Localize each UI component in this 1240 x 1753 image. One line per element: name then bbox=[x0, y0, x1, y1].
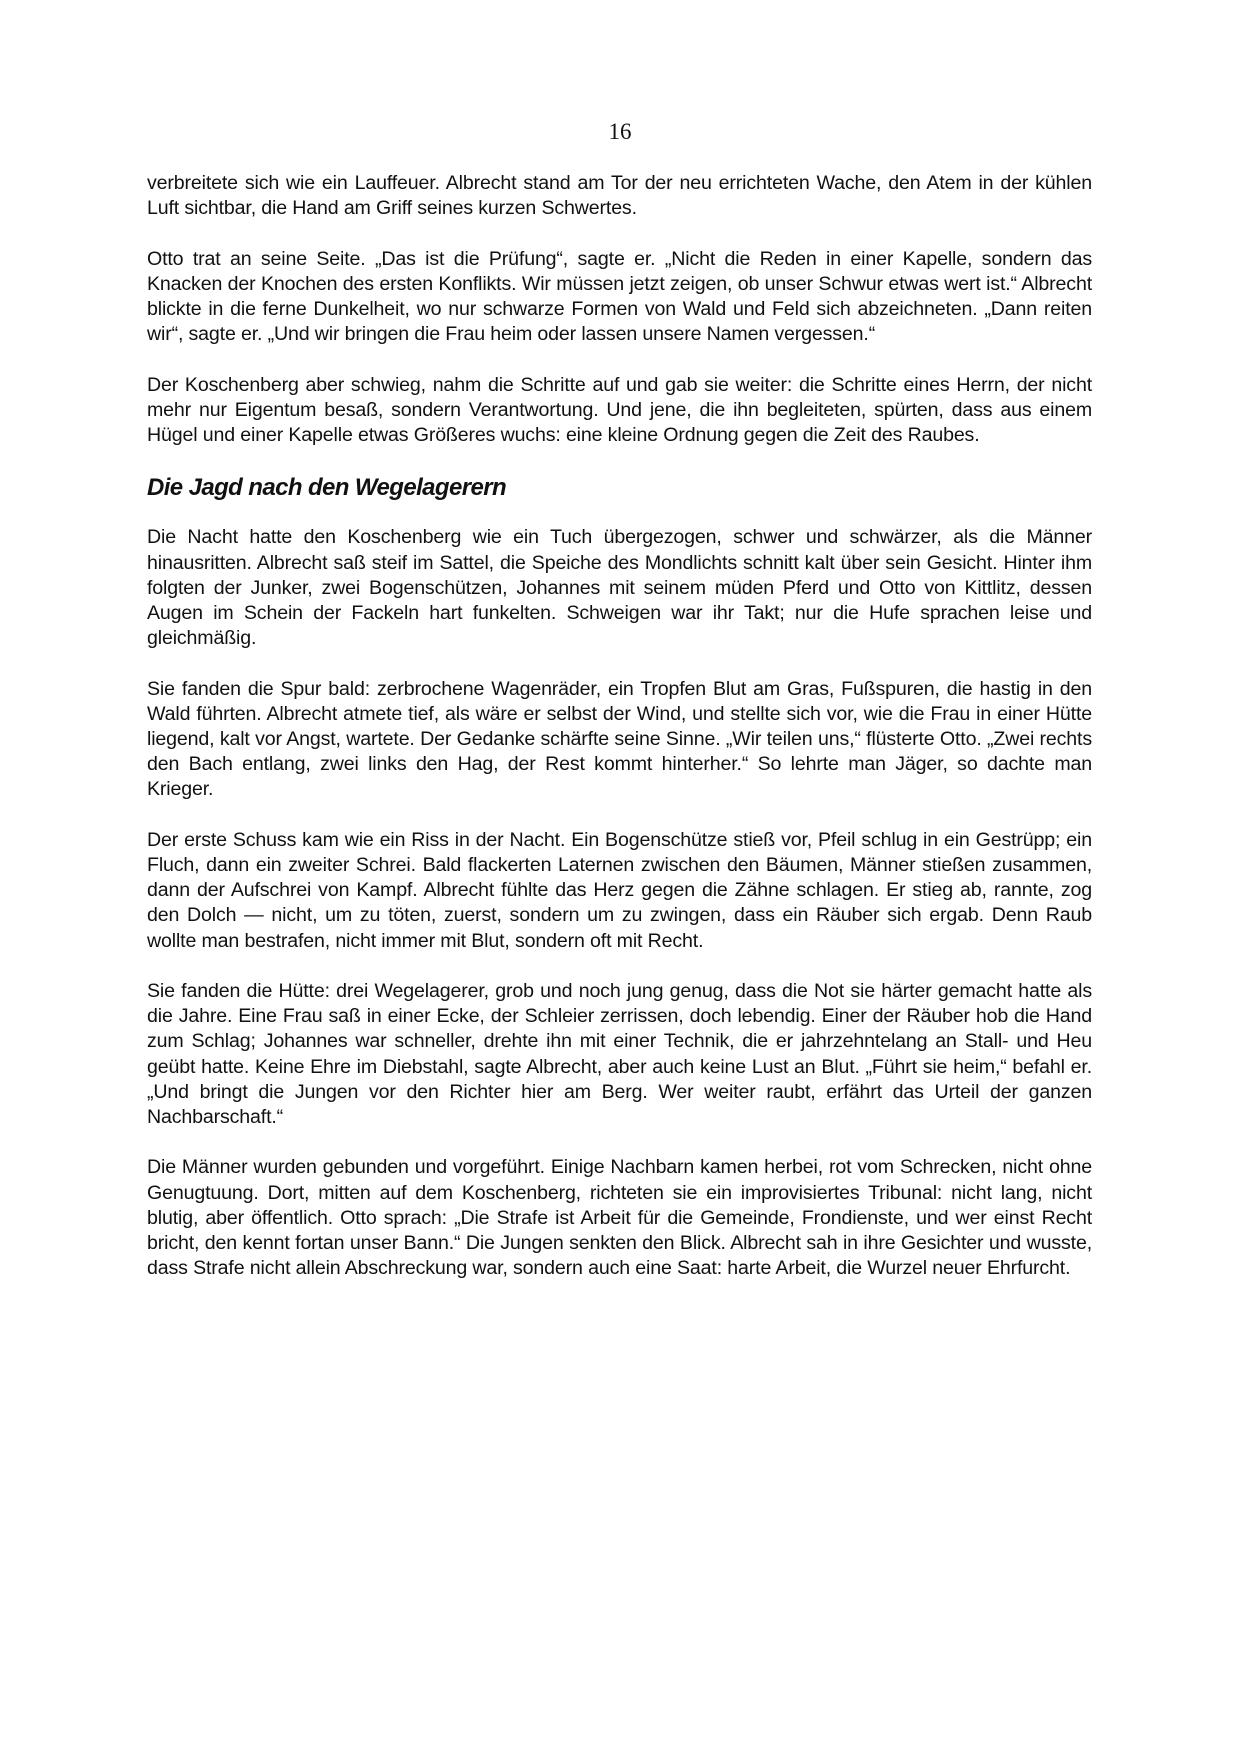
paragraph-otto-pruefung: Otto trat an seine Seite. „Das ist die Prüfung“, sagte er. „Nicht die Reden in einer Kapelle, sondern das Knacken der Knochen des ersten Konflikts. Wir müssen jetzt zeigen, ob unser Schwur etwas wert ist.“ Albrecht blickte in die ferne Dunkelheit, wo nur schwarze Formen von Wald und Feld sich abzeichneten. „Dann reiten wir“, sagte er. „Und wir bringen die Frau heim oder lassen unsere Namen vergessen.“ bbox=[147, 247, 1092, 346]
paragraph-continuation: verbreitete sich wie ein Lauffeuer. Albrecht stand am Tor der neu errichteten Wache, den Atem in der kühlen Luft sichtbar, die Hand am Griff seines kurzen Schwertes. bbox=[147, 172, 1092, 220]
page-body bbox=[147, 171, 1092, 1307]
paragraph-spur: Sie fanden die Spur bald: zerbrochene Wagenräder, ein Tropfen Blut am Gras, Fußspuren, die hastig in den Wald führten. Albrecht atmete tief, als wäre er selbst der Wind, und stellte sich vor, wie die Frau in einer Hütte liegend, kalt vor Angst, wartete. Der Gedanke schärfte seine Sinne. „Wir teilen uns,“ flüsterte Otto. „Zwei rechts den Bach entlang, zwei links den Hag, der Rest kommt hinterher.“ So lehrte man Jäger, so dachte man Krieger. bbox=[147, 677, 1092, 801]
section-heading: Die Jagd nach den Wegelagerern bbox=[147, 474, 507, 502]
paragraph-erster-schuss: Der erste Schuss kam wie ein Riss in der Nacht. Ein Bogenschütze stieß vor, Pfeil schlug in ein Gestrüpp; ein Fluch, dann ein zweiter Schrei. Bald flackerten Laternen zwischen den Bäumen, Männer stießen zusammen, dann der Aufschrei von Kampf. Albrecht fühlte das Herz gegen die Zähne schlagen. Er stieg ab, rannte, zog den Dolch — nicht, um zu töten, zuerst, sondern um zu zwingen, dass ein Räuber sich ergab. Denn Raub wollte man bestrafen, nicht immer mit Blut, sondern oft mit Recht. bbox=[147, 828, 1092, 952]
paragraph-nacht: Die Nacht hatte den Koschenberg wie ein Tuch übergezogen, schwer und schwärzer, als die Männer hinausritten. Albrecht saß steif im Sattel, die Speiche des Mondlichts schnitt kalt über sein Gesicht. Hinter ihm folgten der Junker, zwei Bogenschützen, Johannes mit seinem müden Pferd und Otto von Kittlitz, dessen Augen im Schein der Fackeln hart funkelten. Schweigen war ihr Takt; nur die Hufe sprachen leise und gleichmäßig. bbox=[147, 526, 1092, 650]
page-number: 16 bbox=[608, 119, 632, 144]
paragraph-koschenberg-schwieg: Der Koschenberg aber schwieg, nahm die Schritte auf und gab sie weiter: die Schritte eines Herrn, der nicht mehr nur Eigentum besaß, sondern Verantwortung. Und jene, die ihn begleiteten, spürten, dass aus einem Hügel und einer Kapelle etwas Größeres wuchs: eine kleine Ordnung gegen die Zeit des Raubes. bbox=[147, 373, 1092, 446]
paragraph-tribunal: Die Männer wurden gebunden und vorgeführt. Einige Nachbarn kamen herbei, rot vom Schrecken, nicht ohne Genugtuung. Dort, mitten auf dem Koschenberg, richteten sie ein improvisiertes Tribunal: nicht lang, nicht blutig, aber öffentlich. Otto sprach: „Die Strafe ist Arbeit für die Gemeinde, Frondienste, und wer einst Recht bricht, den kennt fortan unser Bann.“ Die Jungen senkten den Blick. Albrecht sah in ihre Gesichter und wusste, dass Strafe nicht allein Abschreckung war, sondern auch eine Saat: harte Arbeit, die Wurzel neuer Ehrfurcht. bbox=[147, 1156, 1092, 1280]
paragraph-huette: Sie fanden die Hütte: drei Wegelagerer, grob und noch jung genug, dass die Not sie härter gemacht hatte als die Jahre. Eine Frau saß in einer Ecke, der Schleier zerrissen, doch lebendig. Einer der Räuber hob die Hand zum Schlag; Johannes war schneller, drehte ihn mit einer Technik, die er jahrzehntelang an Stall- und Heu geübt hatte. Keine Ehre im Diebstahl, sagte Albrecht, aber auch keine Lust an Blut. „Führt sie heim,“ befahl er. „Und bringt die Jungen vor den Richter hier am Berg. Wer weiter raubt, erfährt das Urteil der ganzen Nachbarschaft.“ bbox=[147, 980, 1092, 1129]
